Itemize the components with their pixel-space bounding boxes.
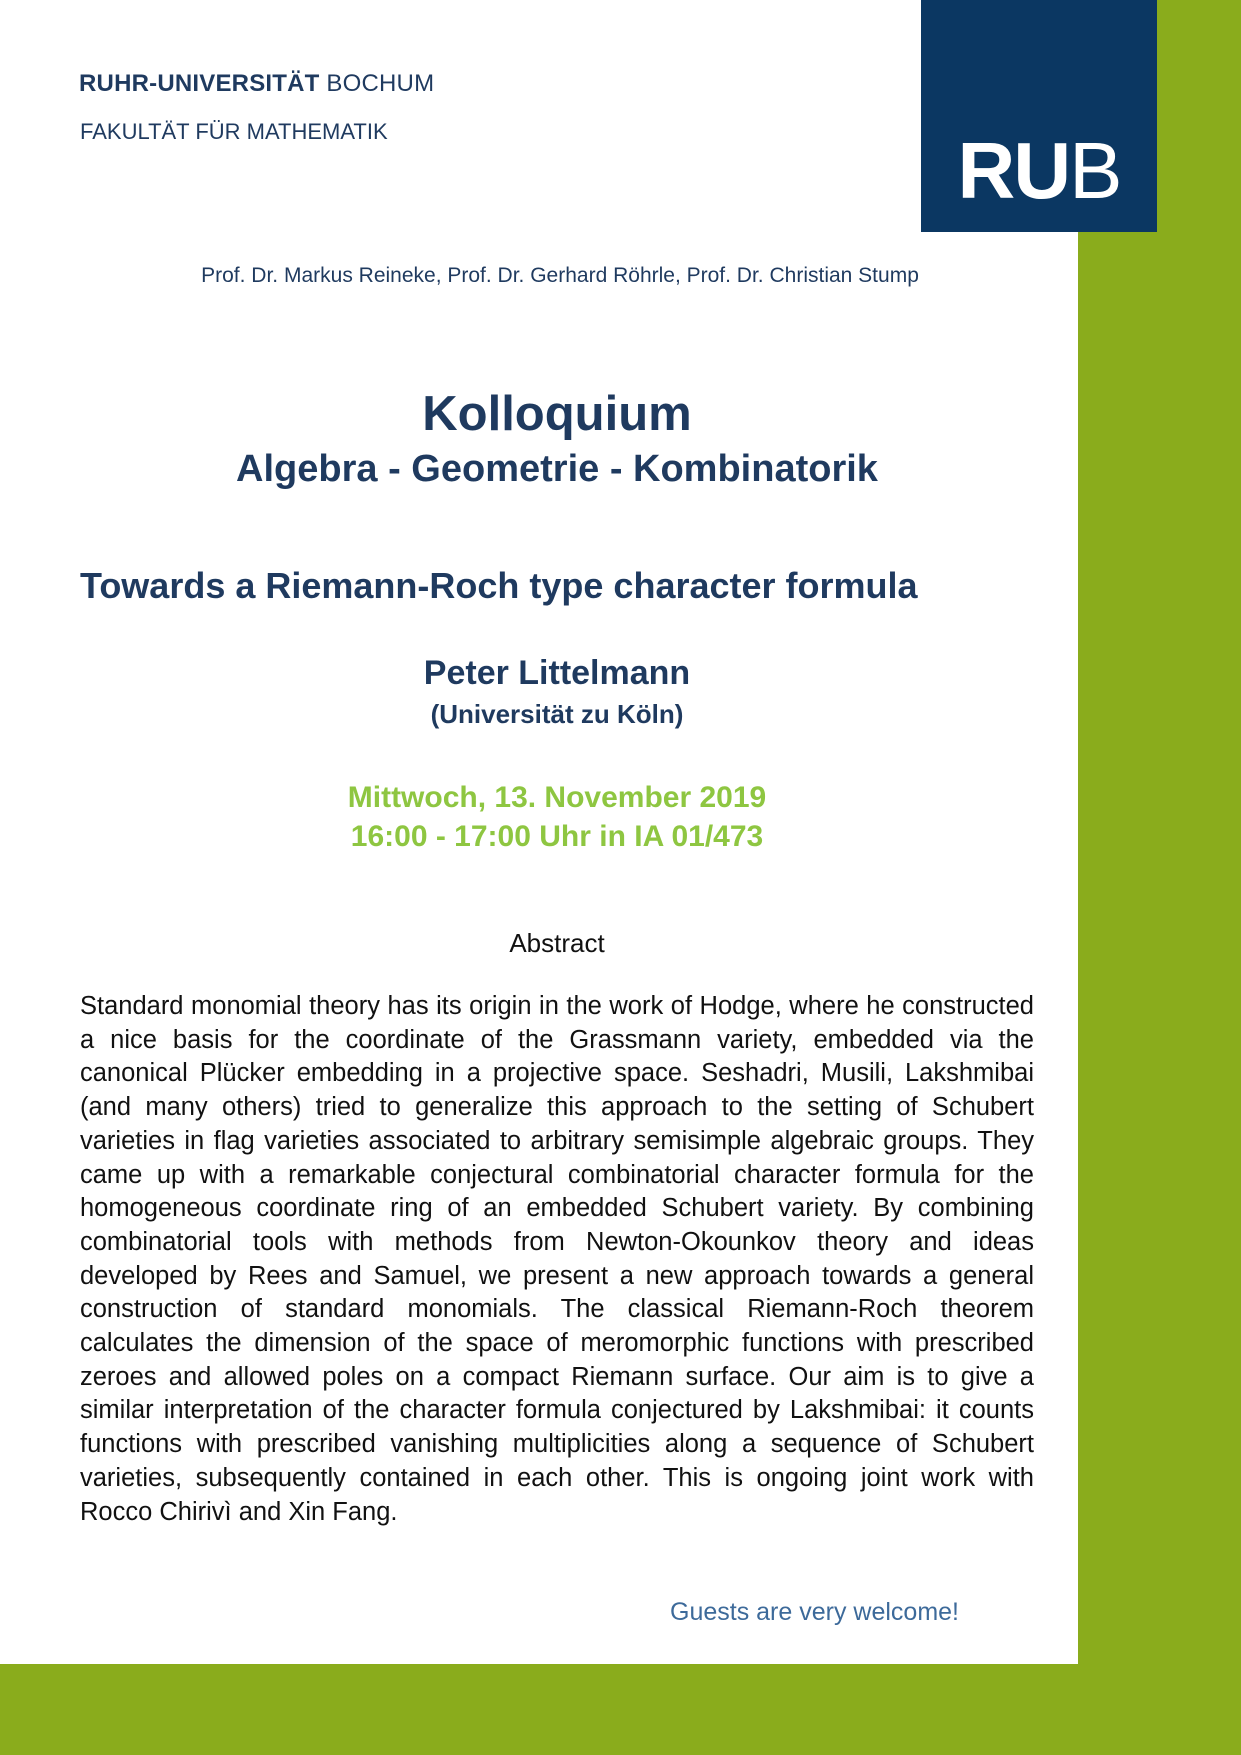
rub-logo-bold: RU (957, 126, 1070, 215)
speaker-affiliation: (Universität zu Köln) (430, 699, 684, 729)
professors-line: Prof. Dr. Markus Reineke, Prof. Dr. Gerhard Röhrle, Prof. Dr. Christian Stump (201, 264, 919, 287)
talk-time-location: 16:00 - 17:00 Uhr in IA 01/473 (350, 820, 764, 853)
speaker-name: Peter Littelmann (423, 654, 691, 692)
rub-logo-box (921, 0, 1157, 232)
talk-date: Mittwoch, 13. November 2019 (347, 781, 767, 814)
university-name (79, 70, 434, 98)
event-subtitle: Algebra - Geometrie - Kombinatorik (236, 448, 878, 490)
rub-logo (921, 126, 1157, 215)
abstract-heading: Abstract (509, 928, 605, 958)
green-bottom-bar (0, 1664, 1241, 1755)
talk-title: Towards a Riemann-Roch type character formula (80, 565, 918, 606)
faculty-name: FAKULTÄT FÜR MATHEMATIK (80, 119, 388, 144)
green-side-bar (1078, 0, 1241, 1755)
university-name-bold: RUHR-UNIVERSITÄT (79, 70, 320, 97)
rub-logo-regular: B (1069, 126, 1121, 215)
abstract-text: Standard monomial theory has its origin in the work of Hodge, where he constructed a nice basis for the coordinate of the Grassmann variety, embedded via the canonical Plücker embedding in a projective space. Seshadri, Musili, Lakshmibai (and many others) tried to generalize this approach to the setting of Schubert varieties in flag varieties associated to arbitrary semisimple algebraic groups. They came up with a remarkable conjectural combinatorial character formula for the homogeneous coordinate ring of an embedded Schubert variety. By combining combinatorial tools with methods from Newton-Okounkov theory and ideas developed by Rees and Samuel, we present a new approach towards a general construction of standard monomials. The classical Riemann-Roch theorem calculates the dimension of the space of meromorphic functions with prescribed zeroes and allowed poles on a compact Riemann surface. Our aim is to give a similar interpretation of the character formula conjectured by Lakshmibai: it counts functions with prescribed vanishing multiplicities along a sequence of Schubert varieties, subsequently contained in each other. This is ongoing joint work with Rocco Chirivì and Xin Fang. (80, 992, 1034, 1526)
university-name-regular: BOCHUM (326, 70, 435, 97)
event-title: Kolloquium (422, 387, 692, 441)
welcome-note: Guests are very welcome! (670, 1598, 959, 1626)
